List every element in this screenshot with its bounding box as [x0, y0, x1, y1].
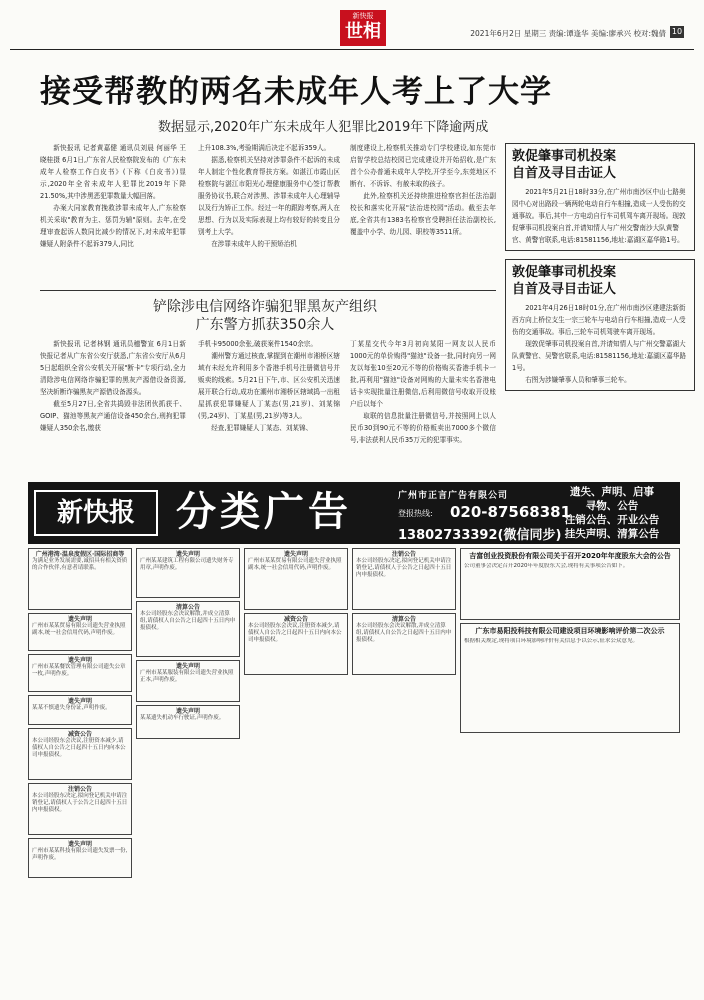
ad-title: 减资公告	[67, 731, 92, 738]
ad-body: 本公司经股东决定,拟向登记机关申请注销登记,请债权人于公告之日起四十五日内申报债权。	[32, 793, 128, 813]
ad-item	[352, 548, 456, 610]
story1-paragraph: 办案大同家教育挽救涉罪未成年人,广东检察机关采取"教育为主、惩罚为辅"原则。去年,在受理审查起诉人数同比减少的情况下,对未成年犯罪嫌疑人附条件不起诉379人,同比	[40, 204, 186, 248]
ad-title: 遗失声明	[67, 841, 92, 848]
hotline-mobile: 13802733392(微信同步)	[398, 528, 562, 543]
ad-title: 遗失声明	[283, 551, 308, 558]
ad-column	[244, 548, 348, 994]
ad-title: 遗失声明	[175, 708, 200, 715]
story1-column-2	[198, 142, 340, 282]
ad-item	[28, 695, 132, 725]
ad-body: 公司董事会决定召开2020年年度股东大会,现将有关事项公告如下。	[464, 563, 629, 569]
ad-title: 广东市易阳投科技有限公司建设项目环境影响评价第二次公示	[475, 627, 665, 635]
page-number: 10	[671, 27, 683, 36]
story2-headline-line: 铲除涉电信网络诈骗犯罪黑灰产组织	[153, 299, 377, 315]
dateline: 2021年6月2日 星期三 责编:谭逢华 美编:廖承兴 校对:魏倩	[470, 29, 666, 38]
ad-title: 遗失声明	[67, 616, 92, 623]
story1-paragraph: 此外,检察机关还持续推进检察官担任法治副校长和落实化开展"法治进校园"活动。截至去年底,全省共有1383名检察官受聘担任法治副校长,覆盖中小学、幼儿园、职校等3511所。	[350, 192, 496, 236]
story2-headline	[150, 298, 380, 334]
ad-body: 广州市某某餐饮管理有限公司遗失公章一枚,声明作废。	[32, 664, 126, 677]
ad-body: 本公司经股东会决议解散,并成立清算组,请债权人自公告之日起四十五日内申报债权。	[140, 611, 236, 631]
notice-title	[512, 264, 688, 298]
ad-body: 根据相关规定,现将项目环境影响评价有关信息予以公示,征求公众意见。	[464, 638, 638, 644]
ad-item	[136, 601, 240, 657]
ad-column	[136, 548, 240, 994]
classified-ads	[28, 548, 680, 994]
section-tag	[340, 10, 386, 46]
section-label: 世相	[345, 21, 381, 42]
story2-column-2	[198, 338, 340, 468]
ad-title: 广州港湾·温泉度假区·国际招商等	[35, 551, 125, 558]
notice-title-line: 敦促肇事司机投案	[512, 149, 617, 164]
ad-body: 某某不慎遗失身份证,声明作废。	[32, 705, 111, 711]
story2-headline-line: 广东警方抓获350余人	[195, 317, 335, 333]
ad-title: 注销公告	[391, 551, 416, 558]
classified-banner	[28, 482, 680, 544]
ad-body: 某某遗失机动车行驶证,声明作废。	[140, 715, 225, 721]
story1-subhead: 数据显示,2020年广东未成年人犯罪比2019年下降逾两成	[158, 120, 489, 135]
ad-item	[28, 728, 132, 780]
ad-title: 遗失声明	[67, 698, 92, 705]
brand-logo: 新快报	[34, 490, 158, 536]
page-header	[10, 4, 694, 50]
ad-column	[28, 548, 132, 994]
notice-paragraph: 右图为涉嫌肇事人员和肇事三轮车。	[525, 376, 631, 384]
story2-paragraph: 经查,犯罪嫌疑人丁某态、刘某锦、	[211, 424, 313, 432]
ad-title: 注销公告	[67, 786, 92, 793]
story1-paragraph: 新快报讯 记者黄嘉健 通讯员刘晨 何丽华 王晓桂摄 6月1日,广东省人民检察院发布的《广东未成年人检察工作白皮书》(下称《白皮书》)显示,2020年全省未成年人犯罪比2019年下降21.50%,其中涉黑恶犯罪数量大幅回落。	[40, 144, 186, 200]
ad-item	[136, 705, 240, 739]
service-list	[548, 485, 676, 541]
service-item: 遗失、声明、启事	[570, 486, 654, 498]
ad-title: 遗失声明	[175, 551, 200, 558]
story2-paragraph: 丁某星交代今年3月初向某阳一网友以人民币1000元的单价购得"猫池"设备一批,同时向另一网友以每张10至20元不等的价格购买香港手机卡一批,再利用"猫池"设备对网购的大量未实名香港电话卡实现批量注册微信,后利用微信号收取开设账户后以每个	[350, 340, 496, 408]
ad-body: 本公司经股东会决议,注册资本减少,请债权人自公告之日起四十五日内向本公司申报债权。	[248, 623, 342, 643]
ad-title: 遗失声明	[175, 663, 200, 670]
story1-paragraph: 制度建设上,检察机关推动专门学校建设,如东莞市启智学校总结校园已完成建设并开始招收,是广东首个公办普通未成年人学校,开学至今,东莞地区不断有、不诉诉、有赦未取的孩子。	[350, 144, 496, 188]
ad-body: 广州市某某服装有限公司遗失营业执照正本,声明作废。	[140, 670, 234, 683]
ad-item	[28, 654, 132, 692]
notice-paragraph: 2021年5月21日18时33分,在广州市南沙区中山七路奥园中心对出路段一辆两轮电动自行车相撞,造成一人受伤的交通事故。事后,其中一方电动自行车司机驾车离开现场。现敦促肇事司机投案自首,并请知情人与广州交警南沙大队黄警官、黄警官联系,电话:81581156,地址:嘉湖区嘉华路1号。	[512, 188, 686, 244]
story1-column-3	[350, 142, 496, 282]
story1-column-1	[40, 142, 186, 282]
hotline-number: 020-87568381	[450, 503, 572, 521]
ad-item	[136, 660, 240, 702]
classified-title: 分类广告	[176, 488, 352, 535]
divider	[40, 290, 496, 291]
ad-column	[460, 548, 680, 994]
story1-headline: 接受帮教的两名未成年人考上了大学	[40, 74, 552, 110]
service-item: 注销公告、开业公告	[564, 514, 660, 526]
notice-box	[505, 143, 695, 251]
service-item: 挂失声明、清算公告	[564, 528, 660, 540]
story1-paragraph: 据悉,检察机关坚持对涉罪条件不起诉的未成年人制定个性化教育帮扶方案。如湛江市霞山区检察院与湛江市阳光心理健康服务中心签订帮教服务协议书,联合对涉黑、涉罪未成年人心理辅导以及行为矫正工作。经过一年的跟踪考察,两人在思想、行为以及实际表现上均有较好的转变且分别考上大学。	[198, 156, 340, 236]
story2-paragraph: 手机卡95000余张,破获案件1540余宗。	[198, 340, 317, 348]
ad-item	[244, 613, 348, 675]
ad-column	[352, 548, 456, 994]
story2-paragraph: 取联的信息批量注册微信号,并按照网上以人民币30到90元不等的价格贩卖出7000多个微信号,非法获利人民币35万元的犯罪事实。	[350, 412, 496, 444]
ad-announcement	[460, 623, 680, 733]
notice-body	[512, 302, 688, 386]
ad-company: 广州市正言广告有限公司	[398, 491, 509, 501]
ad-item	[28, 548, 132, 610]
hotline-label: 登报热线:	[398, 509, 433, 518]
ad-announcement	[460, 548, 680, 620]
story2-paragraph: 新快报讯 记者林钢 通讯员穗警宣 6月1日新快报记者从广东省公安厅获悉,广东省公安厅从6月5日起组织全省公安机关开展"断卡"专项行动,全力清除涉电信网络诈骗犯罪的黑灰产源借设备资源,坚决斩断诈骗黑灰产源借设备源头。	[40, 340, 186, 396]
story1-paragraph: 在涉罪未成年人的干预矫治机	[211, 240, 297, 248]
notice-body	[512, 186, 688, 246]
story2-paragraph: 截至5月27日,全省共捣毁非法团伙抓获千、GOIP、猫池等黑灰产通信设备450余台,刑拘犯罪嫌疑人350余名,缴获	[40, 400, 186, 432]
ad-body: 广州某某建筑工程有限公司遗失财务专用章,声明作废。	[140, 558, 234, 571]
ad-title: 减资公告	[283, 616, 308, 623]
story2-column-1	[40, 338, 186, 468]
service-item: 寻物、公告	[585, 500, 639, 512]
notice-title-line: 自首及寻目击证人	[512, 166, 617, 181]
ad-item	[352, 613, 456, 675]
ad-title: 清算公告	[175, 604, 200, 611]
notice-box	[505, 259, 695, 391]
ad-body: 为满足业务发展需要,诚招具有相关资质的合作伙伴,有意者请联系。	[32, 558, 128, 571]
notice-title-line: 敦促肇事司机投案	[512, 265, 617, 280]
ad-item	[244, 548, 348, 610]
ad-item	[28, 783, 132, 835]
section-small-label: 新快报	[352, 12, 374, 20]
ad-body: 本公司经股东会决议,注册资本减少,请债权人自公告之日起四十五日内向本公司申报债权。	[32, 738, 126, 758]
story2-paragraph: 潮州警方通过核查,掌握到在潮州市湘桥区辖域有未经允许利用多个香港手机号注册微信号并贩卖的线索。5月21日下午,市、区公安机关迅速展开联合行动,成功在潮州市湘桥区辖域捣一出租屋抓获犯罪嫌疑人丁某态(男,21岁)、刘某锦(男,24岁)、丁某星(男,21岁)等3人。	[198, 352, 340, 420]
notice-title-line: 自首及寻目击证人	[512, 282, 617, 297]
ad-item	[28, 613, 132, 651]
notice-paragraph: 2021年4月26日18时01分,在广州市南沙区建建法新街西方向上桥位支生一宗三轮车与电动自行车相撞,造成一人受伤的交通事故。事后,三轮车司机驾驶车离开现场。	[512, 304, 686, 336]
ad-body: 本公司经股东会决议解散,并成立清算组,请债权人自公告之日起四十五日内申报债权。	[356, 623, 452, 643]
ad-body: 本公司经股东决定,拟向登记机关申请注销登记,请债权人于公告之日起四十五日内申报债权。	[356, 558, 452, 578]
ad-body: 广州市某某贸易有限公司遗失营业执照副本,统一社会信用代码,声明作废。	[248, 558, 342, 571]
ad-body: 广州市某某科技有限公司遗失发票一份,声明作废。	[32, 848, 128, 861]
notice-sidebar	[505, 143, 695, 399]
notice-title	[512, 148, 688, 182]
story2-column-3	[350, 338, 496, 468]
ad-title: 清算公告	[391, 616, 416, 623]
notice-paragraph: 现敦促肇事司机投案自首,并请知情人与广州交警嘉湖大队黄警官、吴警官联系,电话:81581156,地址:嘉湖区嘉华路1号。	[512, 340, 687, 372]
story1-paragraph: 上升108.3%,考验期满后决定不起诉359人。	[198, 144, 331, 152]
ad-item	[28, 838, 132, 878]
ad-title: 吉富创业投资股份有限公司关于召开2020年年度股东大会的公告	[469, 552, 671, 560]
ad-body: 广州市某某贸易有限公司遗失营业执照副本,统一社会信用代码,声明作废。	[32, 623, 126, 636]
ad-title: 遗失声明	[67, 657, 92, 664]
ad-item	[136, 548, 240, 598]
